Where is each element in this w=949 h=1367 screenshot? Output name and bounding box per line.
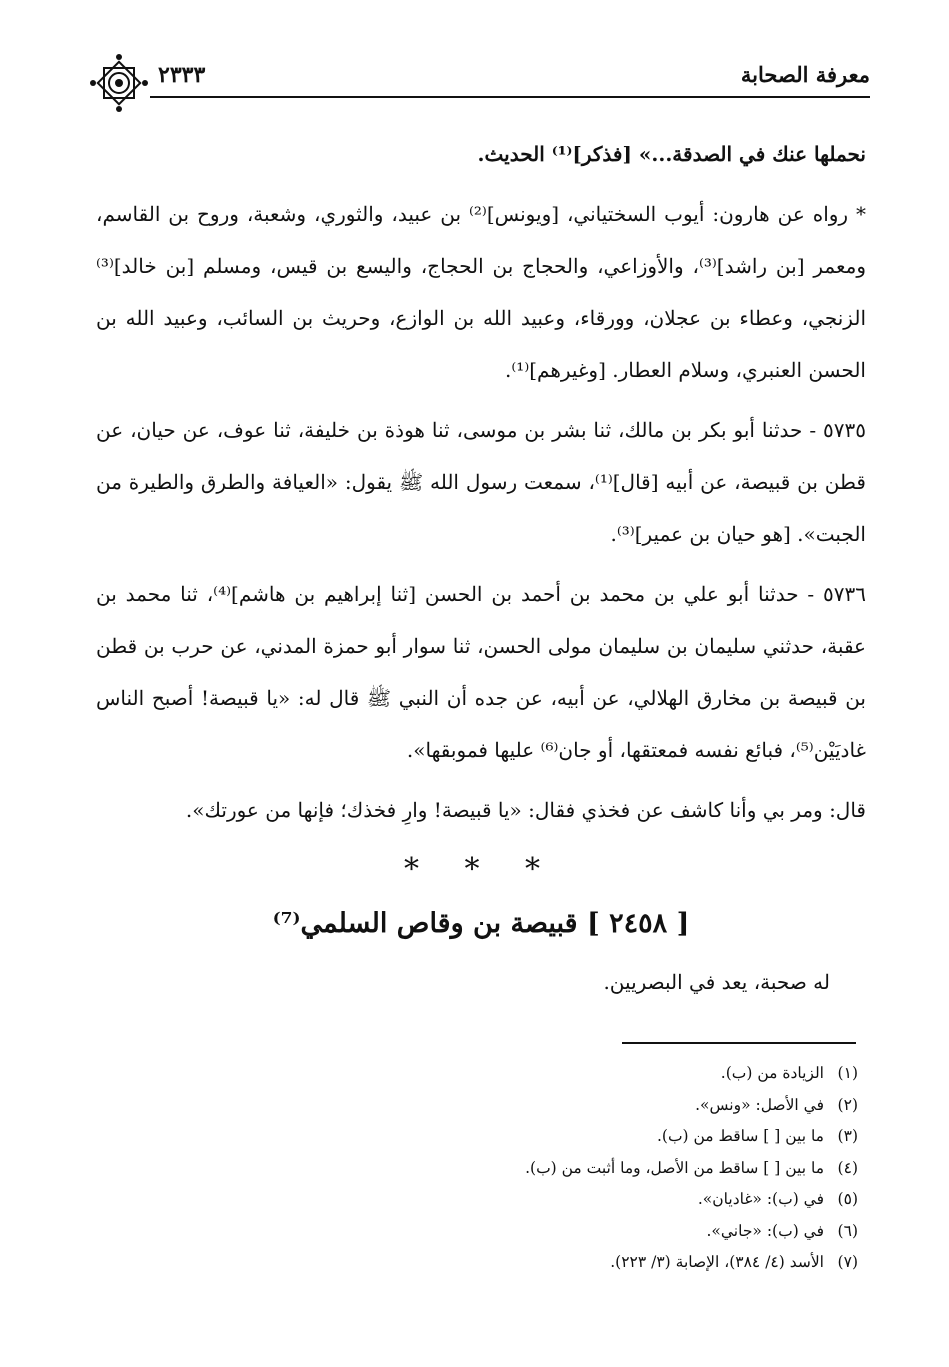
footnote-text: في (ب): «جاني». <box>706 1221 824 1240</box>
paragraph-hadith-5735: ٥٧٣٥ - حدثنا أبو بكر بن مالك، ثنا بشر بن موسى، ثنا هوذة بن خليفة، ثنا عوف، عن حيان، عن قطن بن قبيصة، عن أبيه [قال]⁽¹⁾، سمعت رسول الله ﷺ يقول: «العيافة والطرق والطيرة من الجبت». [هو حيان بن عمير]⁽³⁾. <box>96 418 866 546</box>
footnote-item <box>96 1090 858 1122</box>
paragraph-qal: قال: ومر بي وأنا كاشف عن فخذي فقال: «يا قبيصة! وارِ فخذك؛ فإنها من عورتك». <box>185 798 866 822</box>
paragraph-continuation: نحملها عنك في الصدقة...» [فذكر]⁽¹⁾ الحديث. <box>477 142 866 166</box>
footnote-item <box>96 1121 858 1153</box>
footnote-text: الزيادة من (ب). <box>720 1064 824 1082</box>
running-title: معرفة الصحابة <box>740 62 870 87</box>
footnote-item <box>96 1058 858 1090</box>
page-number: ٢٣٣٣ <box>158 62 206 88</box>
section-heading: [ ٢٤٥٨ ] قبيصة بن وقاص السلمي⁽⁷⁾ <box>272 908 690 939</box>
paragraph-hadith-5736: ٥٧٣٦ - حدثنا أبو علي بن محمد بن أحمد بن الحسن [ثنا إبراهيم بن هاشم]⁽⁴⁾، ثنا محمد بن عقبة، حدثني سليمان بن سليمان مولى الحسن، ثنا سوار أبو حمزة المدني، عن حرب بن قطن بن قبيصة بن مخارق الهلالي، عن أبيه، عن جده أن النبي ﷺ قال له: «يا قبيصة! أصبح الناس غاديَيْن⁽⁵⁾، فبائع نفسه فمعتقها، أو جان⁽⁶⁾ عليها فموبقها». <box>96 582 866 762</box>
page-ornament-icon <box>90 54 148 112</box>
footnote-item <box>96 1247 858 1279</box>
footnote-text: في (ب): «غاديان». <box>697 1190 824 1208</box>
footnote-number: (٣) <box>837 1127 858 1145</box>
running-header <box>90 52 870 112</box>
section-divider: * * * <box>403 852 559 887</box>
header-rule <box>150 96 870 98</box>
footnote-number: (٧) <box>837 1253 858 1271</box>
footnote-item <box>96 1216 858 1248</box>
footnote-item <box>96 1184 858 1216</box>
footnote-number: (٦) <box>837 1221 858 1240</box>
footnote-text: ما بين [ ] ساقط من الأصل، وما أثبت من (ب). <box>525 1158 824 1177</box>
paragraph-narrators: * رواه عن هارون: أيوب السختياني، [ويونس]⁽²⁾ بن عبيد، والثوري، وشعبة، وروح بن القاسم، ومعمر [بن راشد]⁽³⁾، والأوزاعي، والحجاج بن الحجاج، واليسع بن قيس، ومسلم [بن خالد]⁽³⁾ الزنجي، وعطاء بن عجلان، وورقاء، وعبيد الله بن الوازع، وحريث بن السائب، وعبيد الله بن الحسن العنبري، وسلام العطار. [وغيرهم]⁽¹⁾. <box>96 202 866 382</box>
footnote-text: ما بين [ ] ساقط من (ب). <box>656 1127 824 1145</box>
footnote-number: (٤) <box>837 1158 858 1177</box>
footnote-item <box>96 1153 858 1185</box>
footnote-number: (٥) <box>837 1190 858 1208</box>
section-intro: له صحبة، يعد في البصريين. <box>603 970 830 994</box>
footnote-number: (٢) <box>837 1095 858 1114</box>
footnote-rule <box>622 1042 856 1044</box>
footnote-text: في الأصل: «ونس». <box>695 1095 824 1114</box>
footnote-text: الأسد (٤/ ٣٨٤)، الإصابة (٣/ ٢٢٣). <box>610 1253 824 1271</box>
footnotes <box>96 1058 858 1279</box>
footnote-number: (١) <box>837 1064 858 1082</box>
main-text <box>96 128 866 1016</box>
